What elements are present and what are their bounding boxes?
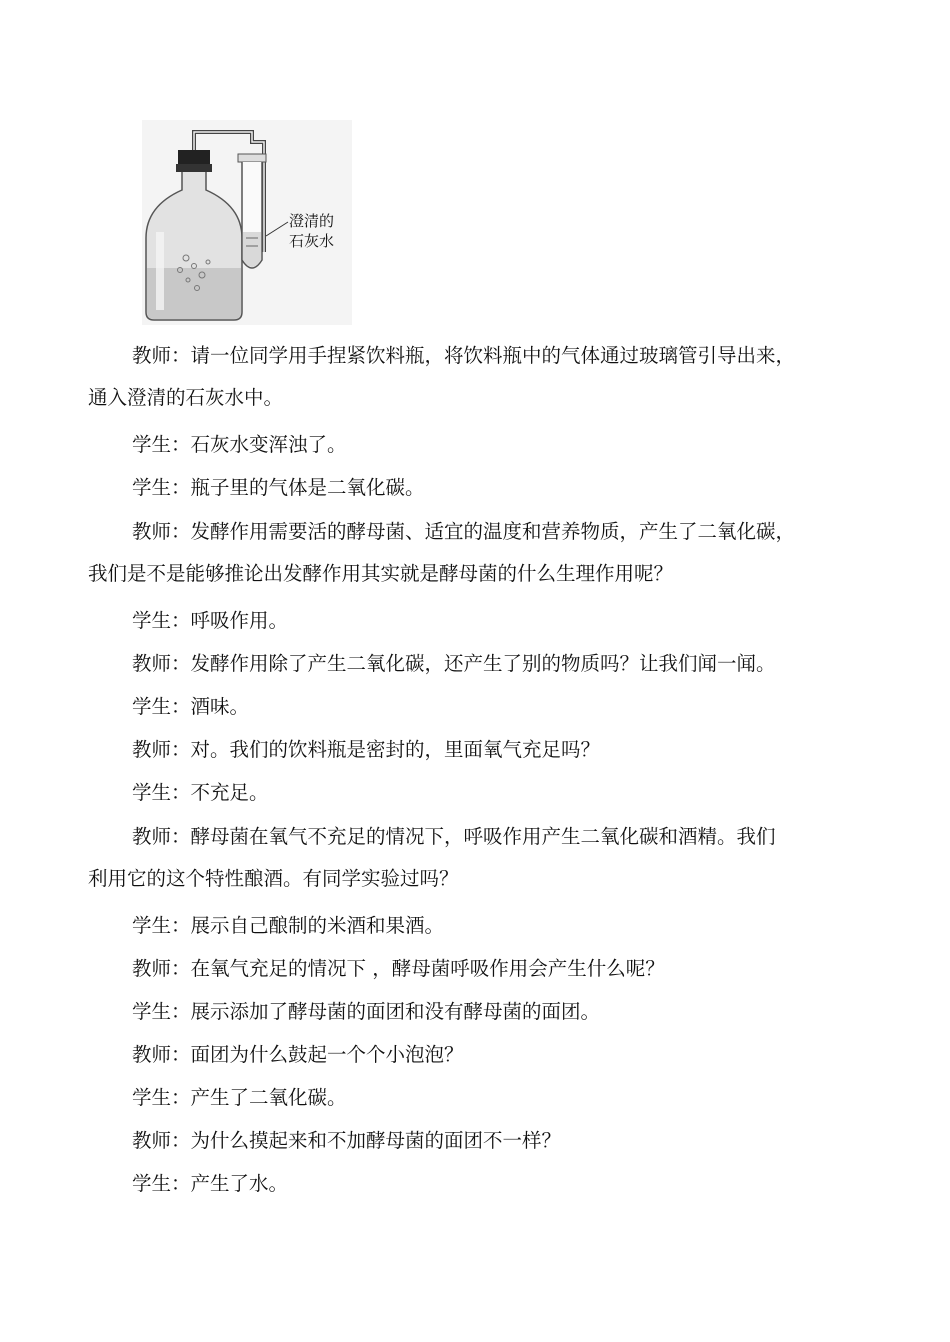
paragraph-line: 学生：呼吸作用。 xyxy=(132,609,289,632)
paragraph-line: 学生：产生了水。 xyxy=(132,1172,289,1195)
paragraph-line: 教师：发酵作用需要活的酵母菌、适宜的温度和营养物质，产生了二氧化碳， xyxy=(132,520,796,543)
paragraph-line: 教师：为什么摸起来和不加酵母菌的面团不一样？ xyxy=(132,1129,562,1152)
paragraph-line: 教师：发酵作用除了产生二氧化碳，还产生了别的物质吗？让我们闻一闻。 xyxy=(132,652,776,675)
experiment-figure xyxy=(142,120,352,325)
figure-label-line2: 石灰水 xyxy=(289,232,335,250)
paragraph-line: 教师：酵母菌在氧气不充足的情况下，呼吸作用产生二氧化碳和酒精。我们 xyxy=(132,825,776,848)
paragraph-line: 教师：在氧气充足的情况下 ，酵母菌呼吸作用会产生什么呢？ xyxy=(132,957,665,980)
paragraph-line: 学生：酒味。 xyxy=(132,695,250,718)
paragraph xyxy=(88,333,878,423)
paragraph-line: 学生：展示添加了酵母菌的面团和没有酵母菌的面团。 xyxy=(132,1000,601,1023)
paragraph xyxy=(88,509,878,599)
paragraph-line: 学生：瓶子里的气体是二氧化碳。 xyxy=(132,476,425,499)
paragraph-line: 学生：不充足。 xyxy=(132,781,269,804)
paragraph-line: 教师：对。我们的饮料瓶是密封的，里面氧气充足吗？ xyxy=(132,738,601,761)
paragraph-line: 教师：面团为什么鼓起一个个小泡泡？ xyxy=(132,1043,464,1066)
paragraph-line: 学生：展示自己酿制的米酒和果酒。 xyxy=(132,914,445,937)
paragraph-line: 通入澄清的石灰水中。 xyxy=(88,386,284,409)
paragraph-line: 学生：产生了二氧化碳。 xyxy=(132,1086,347,1109)
paragraph-line: 学生：石灰水变浑浊了。 xyxy=(132,433,347,456)
paragraph-line: 我们是不是能够推论出发酵作用其实就是酵母菌的什么生理作用呢？ xyxy=(88,562,674,585)
paragraph-line: 利用它的这个特性酿酒。有同学实验过吗？ xyxy=(88,867,459,890)
figure-label-line1: 澄清的 xyxy=(289,212,335,230)
paragraph-line: 教师：请一位同学用手捏紧饮料瓶，将饮料瓶中的气体通过玻璃管引导出来， xyxy=(132,344,796,367)
dialogue-text xyxy=(88,333,878,1205)
paragraph xyxy=(88,814,878,904)
